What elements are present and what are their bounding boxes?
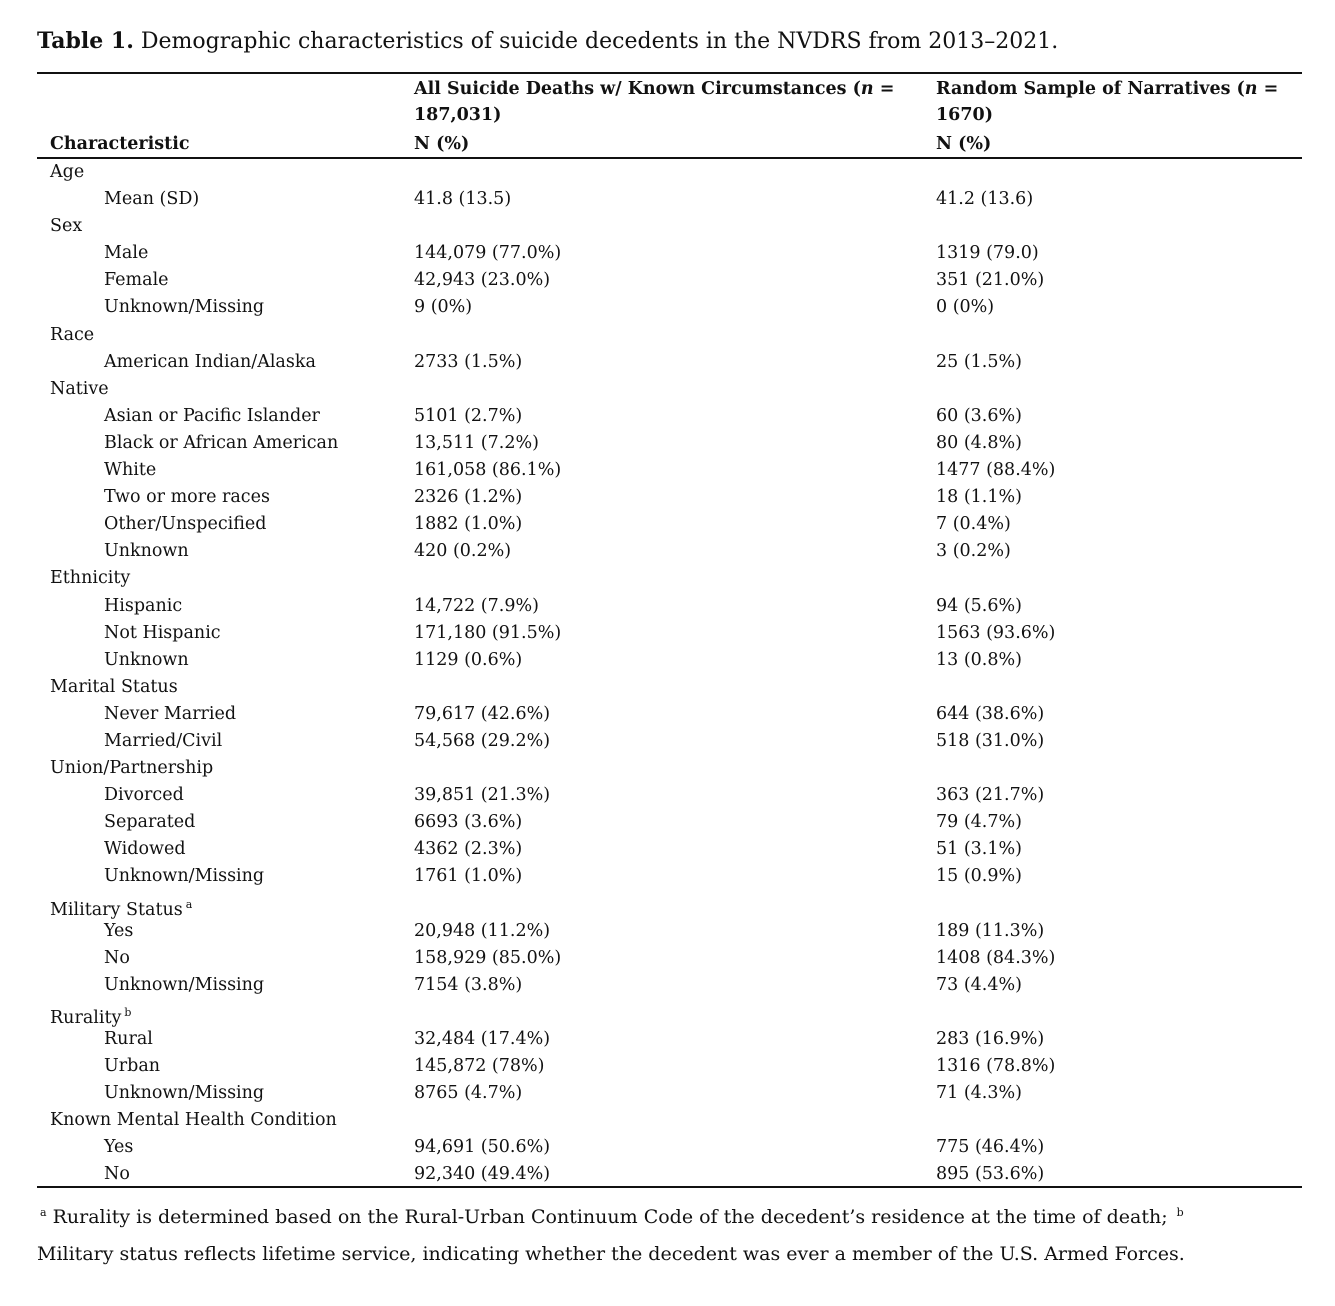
sample-cell: 73 (4.4%) (936, 974, 1022, 995)
sample-cell: 351 (21.0%) (936, 270, 1045, 291)
row-label: Separated (104, 812, 196, 833)
row-label: Hispanic (104, 595, 183, 616)
all-deaths-cell: 42,943 (23.0%) (414, 270, 551, 291)
all-deaths-cell: 2326 (1.2%) (414, 487, 523, 508)
sample-cell: 1316 (78.8%) (936, 1056, 1056, 1077)
group-row (0, 755, 1335, 782)
row-label: Sex (50, 216, 83, 237)
sample-cell: 94 (5.6%) (936, 595, 1022, 616)
row-label: Two or more races (104, 487, 270, 508)
table-row (0, 267, 1335, 294)
table-row (0, 593, 1335, 620)
row-label: Ethnicity (50, 568, 131, 589)
all-deaths-cell: 171,180 (91.5%) (414, 622, 562, 643)
group-row (0, 322, 1335, 349)
table-row (0, 918, 1335, 945)
row-label: Unknown/Missing (104, 866, 265, 887)
table-row (0, 538, 1335, 565)
sample-cell: 60 (3.6%) (936, 405, 1022, 426)
all-deaths-cell: 79,617 (42.6%) (414, 703, 551, 724)
row-label: Race (50, 324, 95, 345)
row-label: Never Married (104, 703, 237, 724)
sample-cell: 3 (0.2%) (936, 541, 1011, 562)
table-row (0, 728, 1335, 755)
table-row (0, 972, 1335, 999)
table-row (0, 863, 1335, 890)
sample-cell: 71 (4.3%) (936, 1083, 1022, 1104)
sample-cell: 1319 (79.0) (936, 243, 1039, 264)
row-label: Mean (SD) (104, 189, 200, 210)
table-row (0, 430, 1335, 457)
sample-cell: 80 (4.8%) (936, 432, 1022, 453)
row-label: Married/Civil (104, 730, 223, 751)
sample-cell: 518 (31.0%) (936, 730, 1045, 751)
sample-cell: 15 (0.9%) (936, 866, 1022, 887)
top-rule (37, 72, 1302, 74)
col2-header: Random Sample of Narratives (n = 1670) (936, 79, 1279, 125)
row-label: Male (104, 243, 149, 264)
row-label: Asian or Pacific Islander (104, 405, 320, 426)
all-deaths-cell: 1129 (0.6%) (414, 649, 523, 670)
group-row (0, 213, 1335, 240)
all-deaths-cell: 6693 (3.6%) (414, 812, 523, 833)
all-deaths-cell: 4362 (2.3%) (414, 839, 523, 860)
row-label: Military Status $^a$ (50, 897, 193, 920)
col1-header: All Suicide Deaths w/ Known Circumstances (n = 187,031) (414, 79, 895, 125)
sample-cell: 51 (3.1%) (936, 839, 1022, 860)
row-label: Widowed (104, 839, 186, 860)
row-label: No (104, 947, 130, 968)
sample-cell: 1408 (84.3%) (936, 947, 1056, 968)
table-row (0, 1080, 1335, 1107)
footnote-line-2: Military status reflects lifetime service, indicating whether the decedent was ever a member of the U.S. Armed Forces. (37, 1243, 1185, 1265)
row-label: Unknown/Missing (104, 297, 265, 318)
all-deaths-cell: 161,058 (86.1%) (414, 460, 562, 481)
row-label: Unknown (104, 541, 189, 562)
all-deaths-cell: 1761 (1.0%) (414, 866, 523, 887)
all-deaths-cell: 13,511 (7.2%) (414, 432, 539, 453)
table-row (0, 1134, 1335, 1161)
row-label: Unknown/Missing (104, 1083, 265, 1104)
all-deaths-cell: 41.8 (13.5) (414, 189, 512, 210)
sample-cell: 18 (1.1%) (936, 487, 1022, 508)
table-row (0, 620, 1335, 647)
sample-cell: 1477 (88.4%) (936, 460, 1056, 481)
table-row (0, 782, 1335, 809)
table-row (0, 836, 1335, 863)
caption-label: Table 1. (37, 28, 134, 54)
row-label: White (104, 460, 157, 481)
all-deaths-cell: 158,929 (85.0%) (414, 947, 562, 968)
table-row (0, 945, 1335, 972)
sample-cell: 775 (46.4%) (936, 1137, 1045, 1158)
sample-cell: 895 (53.6%) (936, 1164, 1045, 1185)
row-label: Yes (104, 1137, 134, 1158)
group-row (0, 565, 1335, 592)
all-deaths-cell: 144,079 (77.0%) (414, 243, 562, 264)
table-row (0, 484, 1335, 511)
row-label: Unknown/Missing (104, 974, 265, 995)
all-deaths-cell: 145,872 (78%) (414, 1056, 545, 1077)
table-row (0, 240, 1335, 267)
footnotes (37, 1194, 1302, 1273)
row-label: Urban (104, 1056, 161, 1077)
row-label: Black or African American (104, 432, 339, 453)
table-row (0, 809, 1335, 836)
row-label: Marital Status (50, 676, 178, 697)
footnote-marker: b (124, 1005, 132, 1019)
bottom-rule (37, 1186, 1302, 1188)
table-row (0, 186, 1335, 213)
all-deaths-cell: 1882 (1.0%) (414, 514, 523, 535)
sample-cell: 0 (0%) (936, 297, 995, 318)
all-deaths-cell: 8765 (4.7%) (414, 1083, 523, 1104)
sample-cell: 644 (38.6%) (936, 703, 1045, 724)
row-label: Unknown (104, 649, 189, 670)
footnote-line-1: $^a$ Rurality is determined based on the Rural-Urban Continuum Code of the decedent’s residence at the time of death; $^b$ (40, 1206, 1184, 1228)
sample-cell: 79 (4.7%) (936, 812, 1022, 833)
table-row (0, 647, 1335, 674)
sample-cell: 1563 (93.6%) (936, 622, 1056, 643)
row-label: Known Mental Health Condition (50, 1110, 337, 1131)
row-label: Yes (104, 920, 134, 941)
all-deaths-cell: 5101 (2.7%) (414, 405, 523, 426)
table-row (0, 1161, 1335, 1188)
table-row (0, 1026, 1335, 1053)
table-row (0, 294, 1335, 321)
all-deaths-cell: 92,340 (49.4%) (414, 1164, 551, 1185)
row-label: Female (104, 270, 169, 291)
all-deaths-cell: 54,568 (29.2%) (414, 730, 551, 751)
all-deaths-cell: 39,851 (21.3%) (414, 785, 551, 806)
sample-cell: 25 (1.5%) (936, 351, 1022, 372)
footnote-marker: a (185, 897, 193, 911)
table-row (0, 1053, 1335, 1080)
caption-text: Demographic characteristics of suicide decedents in the NVDRS from 2013–2021. (140, 29, 1059, 54)
row-label: Other/Unspecified (104, 514, 267, 535)
table-row (0, 403, 1335, 430)
group-row (0, 674, 1335, 701)
group-row (0, 891, 1335, 918)
all-deaths-cell: 94,691 (50.6%) (414, 1137, 551, 1158)
row-label: Divorced (104, 785, 184, 806)
all-deaths-cell: 7154 (3.8%) (414, 974, 523, 995)
all-deaths-cell: 420 (0.2%) (414, 541, 512, 562)
row-label: Age (50, 162, 85, 182)
all-deaths-cell: 32,484 (17.4%) (414, 1029, 551, 1049)
col1-unit-header: N (%) (414, 134, 470, 154)
sample-cell: 283 (16.9%) (936, 1029, 1045, 1049)
table-body (0, 159, 1335, 1189)
row-label: Rurality $^b$ (50, 1005, 132, 1028)
row-label: American Indian/Alaska (104, 351, 316, 372)
table-row (0, 457, 1335, 484)
all-deaths-cell: 9 (0%) (414, 297, 473, 318)
sample-cell: 13 (0.8%) (936, 649, 1022, 670)
sample-cell: 189 (11.3%) (936, 920, 1045, 941)
row-label: Native (50, 378, 109, 399)
col2-unit-header: N (%) (936, 134, 992, 154)
table-row (0, 701, 1335, 728)
group-row (0, 999, 1335, 1026)
all-deaths-cell: 14,722 (7.9%) (414, 595, 539, 616)
row-label: Rural (104, 1029, 153, 1049)
all-deaths-cell: 20,948 (11.2%) (414, 920, 551, 941)
group-row (0, 1107, 1335, 1134)
sample-cell: 363 (21.7%) (936, 785, 1045, 806)
sample-cell: 41.2 (13.6) (936, 189, 1034, 210)
group-row (0, 159, 1335, 186)
table-row (0, 511, 1335, 538)
row-label: No (104, 1164, 130, 1185)
table-row (0, 349, 1335, 376)
sample-cell: 7 (0.4%) (936, 514, 1011, 535)
row-label: Union/Partnership (50, 758, 214, 779)
row-label: Not Hispanic (104, 622, 221, 643)
all-deaths-cell: 2733 (1.5%) (414, 351, 523, 372)
characteristic-header: Characteristic (50, 134, 190, 154)
group-row (0, 376, 1335, 403)
table-caption (37, 26, 1058, 57)
